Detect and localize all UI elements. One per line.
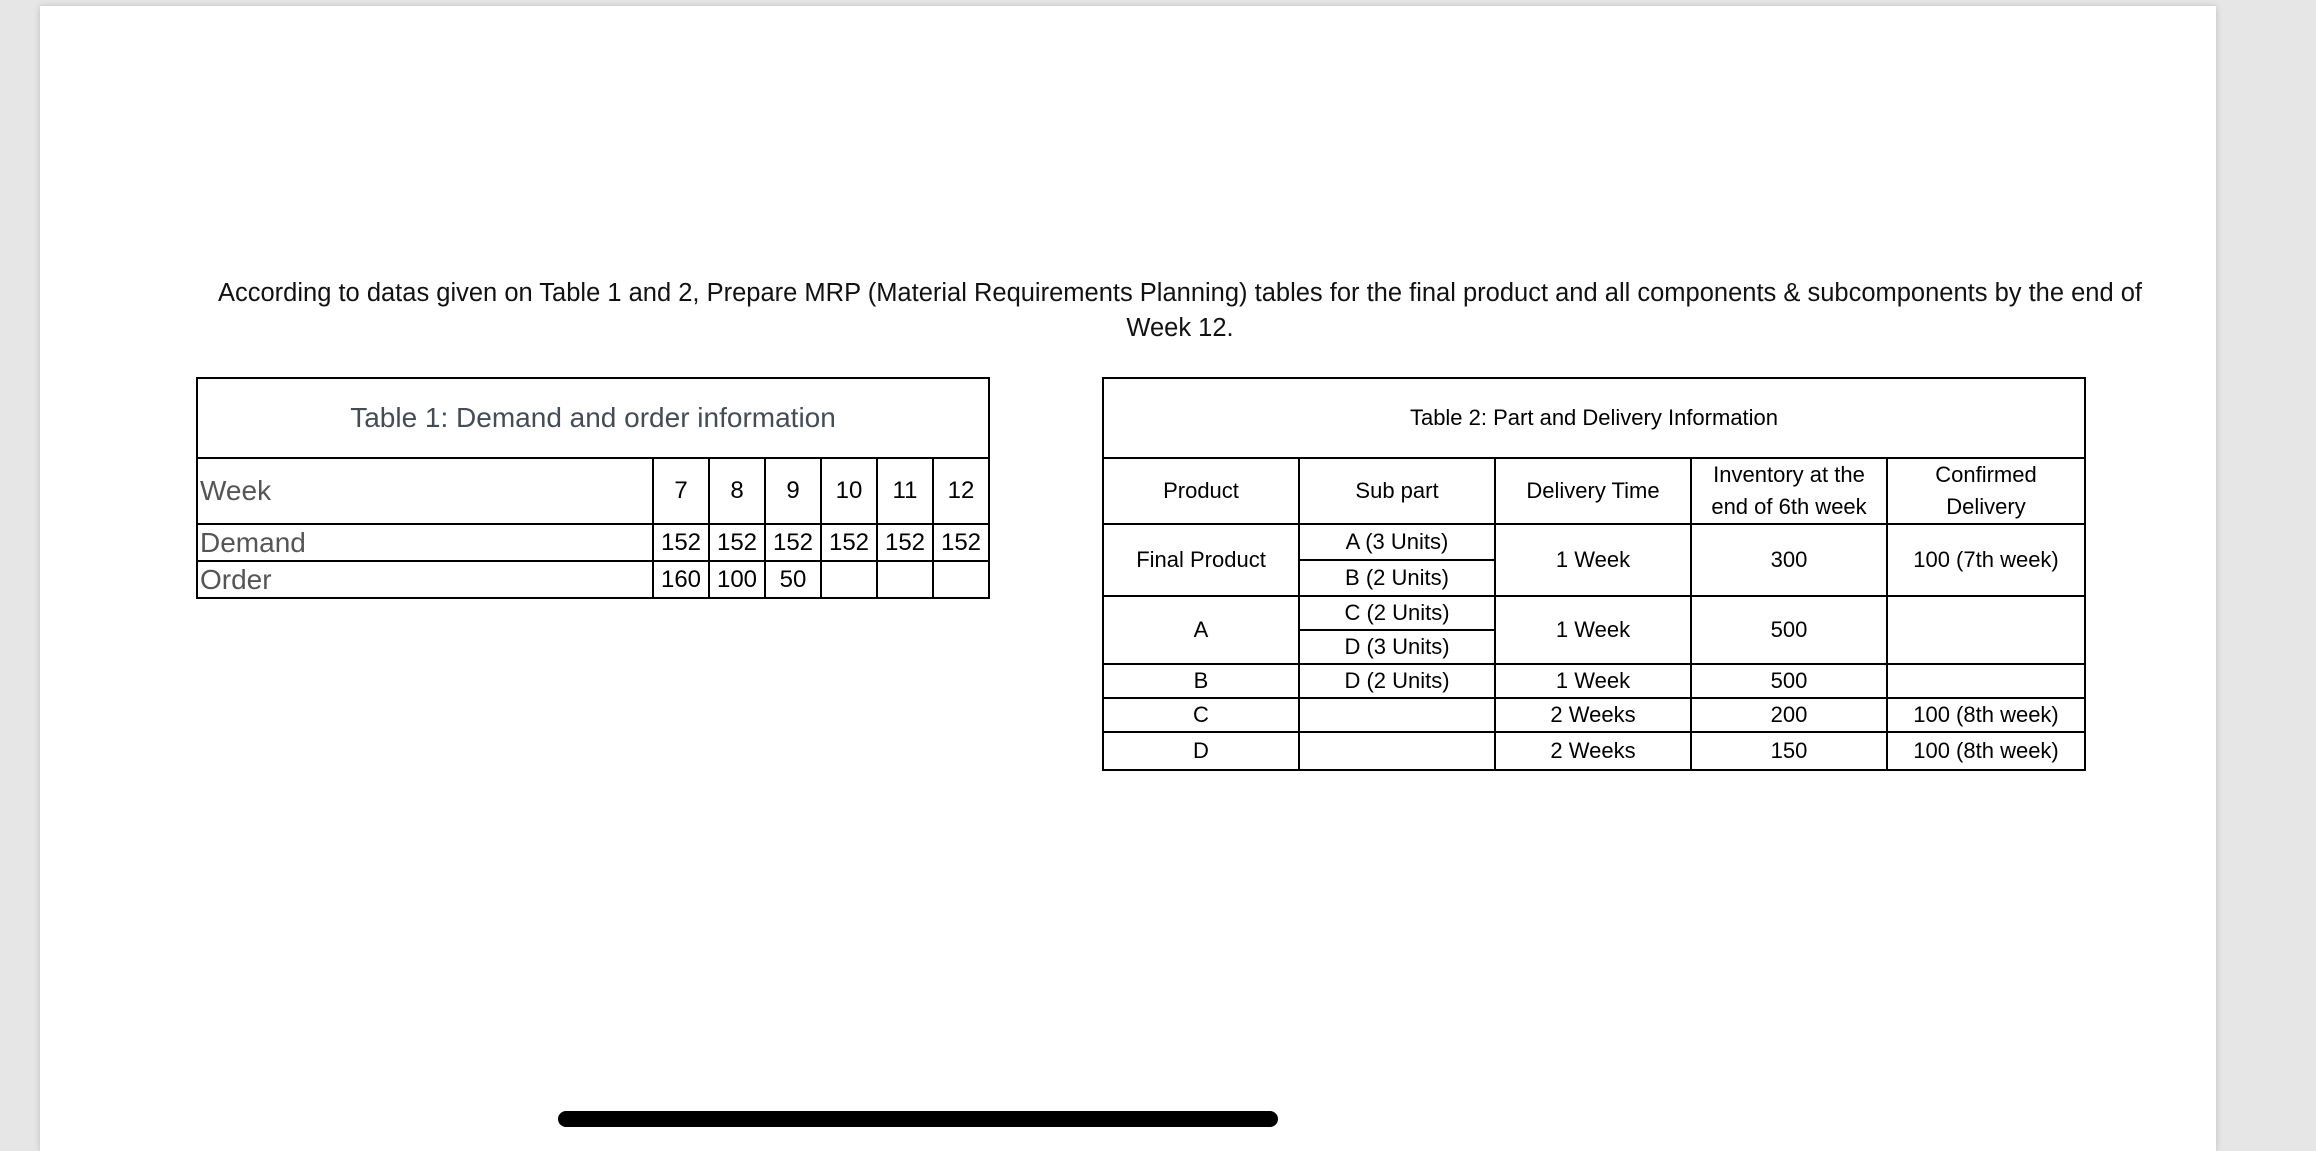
header-confirmed-delivery [1887, 458, 2085, 524]
instruction-line-1: According to datas given on Table 1 and 2, Prepare MRP (Material Requirements Planning) tables for the final product and all components & subcomponents by the end of [217, 279, 2143, 307]
table-header-row [1103, 458, 2085, 524]
delivery-time-cell: 2 Weeks [1495, 732, 1691, 770]
table-row [1103, 698, 2085, 732]
delivery-time-cell: 1 Week [1495, 664, 1691, 698]
sub-part-cell: D (2 Units) [1299, 664, 1495, 698]
delivery-time-cell: 1 Week [1495, 524, 1691, 596]
demand-cell: 152 [877, 524, 933, 561]
table-row [1103, 664, 2085, 698]
order-cell [821, 561, 877, 598]
instruction-line-2: Week 12. [1126, 314, 1234, 342]
demand-cell: 152 [765, 524, 821, 561]
sub-part-cell [1299, 732, 1495, 770]
inventory-cell: 300 [1691, 524, 1887, 596]
demand-label: Demand [197, 524, 653, 561]
confirmed-delivery-cell [1887, 664, 2085, 698]
sub-part-cell: D (3 Units) [1299, 630, 1495, 664]
home-indicator-bar[interactable] [558, 1111, 1278, 1127]
table-row [197, 458, 989, 524]
week-cell: 8 [709, 458, 765, 524]
week-cell: 7 [653, 458, 709, 524]
confirmed-delivery-cell: 100 (8th week) [1887, 698, 2085, 732]
header-sub-part: Sub part [1299, 458, 1495, 524]
order-cell: 100 [709, 561, 765, 598]
product-cell: D [1103, 732, 1299, 770]
table-row [197, 561, 989, 598]
order-label: Order [197, 561, 653, 598]
confirmed-delivery-cell: 100 (7th week) [1887, 524, 2085, 596]
table-2-part-delivery [1102, 377, 2086, 771]
sub-part-cell: C (2 Units) [1299, 596, 1495, 630]
confirmed-delivery-cell: 100 (8th week) [1887, 732, 2085, 770]
delivery-time-cell: 1 Week [1495, 596, 1691, 664]
table-1-demand-order [196, 377, 990, 599]
table-1-caption: Table 1: Demand and order information [197, 378, 989, 458]
table-2-caption: Table 2: Part and Delivery Information [1103, 378, 2085, 458]
week-cell: 11 [877, 458, 933, 524]
confirmed-delivery-cell [1887, 596, 2085, 664]
header-inventory [1691, 458, 1887, 524]
header-product: Product [1103, 458, 1299, 524]
week-cell: 12 [933, 458, 989, 524]
table-row [1103, 732, 2085, 770]
product-cell: C [1103, 698, 1299, 732]
header-delivery-time: Delivery Time [1495, 458, 1691, 524]
demand-cell: 152 [653, 524, 709, 561]
demand-cell: 152 [821, 524, 877, 561]
week-label: Week [197, 458, 653, 524]
inventory-cell: 150 [1691, 732, 1887, 770]
table-row [1103, 524, 2085, 560]
table-row [197, 524, 989, 561]
order-cell: 50 [765, 561, 821, 598]
inventory-cell: 500 [1691, 596, 1887, 664]
demand-cell: 152 [933, 524, 989, 561]
instruction-text [190, 276, 2170, 346]
order-cell: 160 [653, 561, 709, 598]
order-cell [933, 561, 989, 598]
document-page [40, 6, 2216, 1151]
inventory-cell: 200 [1691, 698, 1887, 732]
sub-part-cell: B (2 Units) [1299, 560, 1495, 596]
header-confirmed-line-2: Delivery [1946, 494, 2026, 519]
sub-part-cell [1299, 698, 1495, 732]
demand-cell: 152 [709, 524, 765, 561]
inventory-cell: 500 [1691, 664, 1887, 698]
header-confirmed-line-1: Confirmed [1935, 462, 2037, 487]
product-cell: B [1103, 664, 1299, 698]
header-inventory-line-1: Inventory at the [1713, 462, 1865, 487]
sub-part-cell: A (3 Units) [1299, 524, 1495, 560]
order-cell [877, 561, 933, 598]
week-cell: 10 [821, 458, 877, 524]
product-cell: A [1103, 596, 1299, 664]
product-cell: Final Product [1103, 524, 1299, 596]
table-row [1103, 596, 2085, 630]
header-inventory-line-2: end of 6th week [1711, 494, 1867, 519]
delivery-time-cell: 2 Weeks [1495, 698, 1691, 732]
week-cell: 9 [765, 458, 821, 524]
